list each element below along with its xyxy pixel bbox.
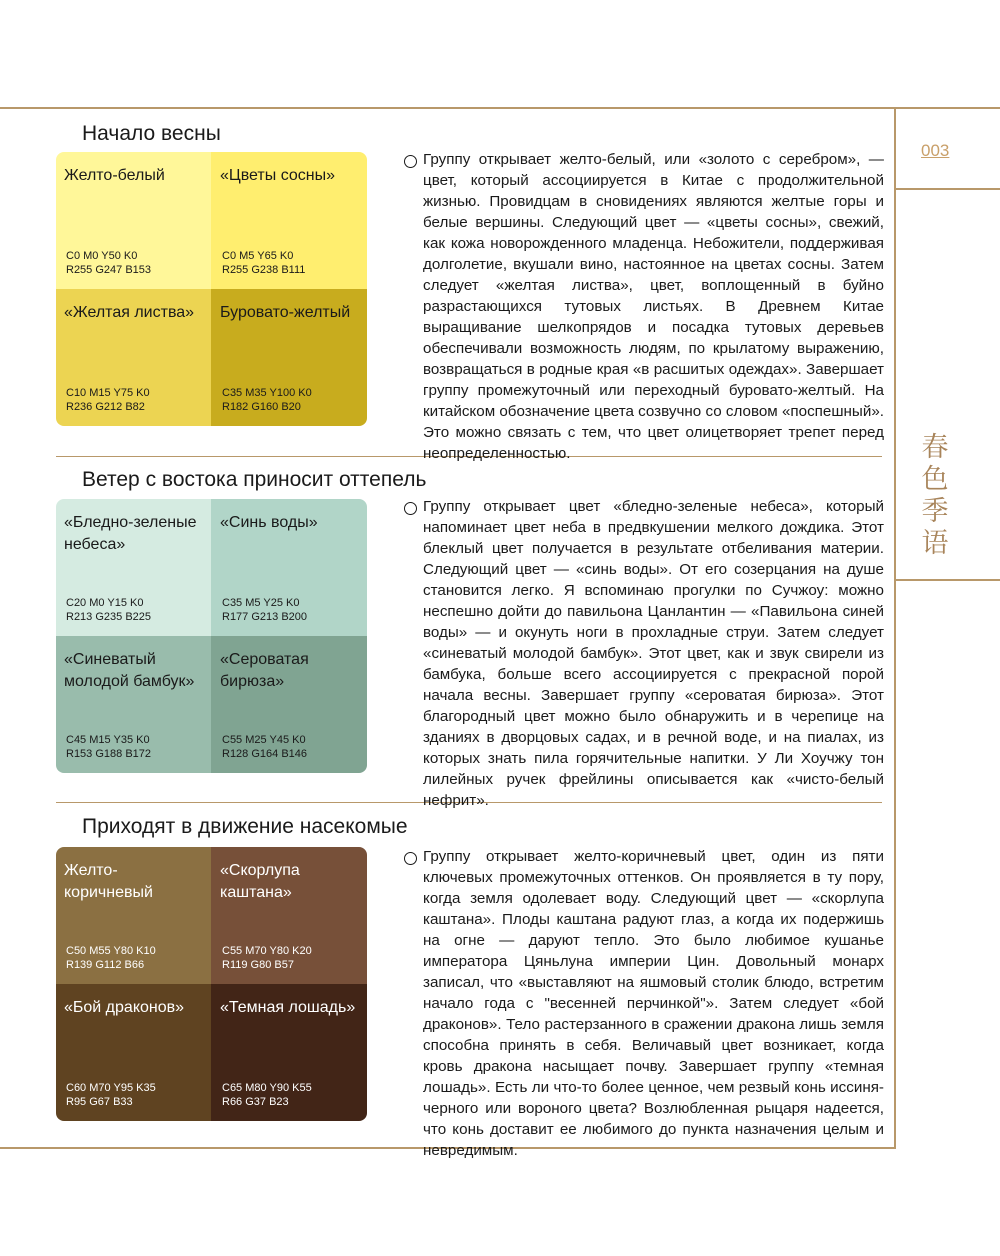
color-swatch <box>211 636 367 773</box>
swatch-name: «Синь воды» <box>220 514 318 531</box>
swatch-code: C20 M0 Y15 K0 R213 G235 B225 <box>66 597 152 623</box>
color-palette <box>56 847 367 1121</box>
swatch-code: C10 M15 Y75 K0 R236 G212 B82 <box>66 387 150 413</box>
swatch-name: «Синеватый молодой бамбук» <box>64 651 195 690</box>
color-swatch <box>56 499 211 636</box>
swatch-name: «Бледно-зеленые небеса» <box>64 514 197 553</box>
section-title: Приходят в движение насекомые <box>82 815 408 838</box>
sidebar-divider-bottom <box>896 579 1000 581</box>
color-swatch <box>56 847 211 984</box>
swatch-code: C65 M80 Y90 K55 R66 G37 B23 <box>222 1082 312 1108</box>
color-swatch <box>56 984 211 1121</box>
swatch-name: «Темная лошадь» <box>220 999 356 1016</box>
color-palette <box>56 152 367 426</box>
color-swatch <box>211 847 367 984</box>
swatch-name: «Бой драконов» <box>64 999 185 1016</box>
swatch-name: «Желтая листва» <box>64 304 195 321</box>
swatch-code: C45 M15 Y35 K0 R153 G188 B172 <box>66 734 152 760</box>
swatch-code: C35 M5 Y25 K0 R177 G213 B200 <box>222 597 308 623</box>
swatch-code: C0 M5 Y65 K0 R255 G238 B111 <box>222 250 306 276</box>
sidebar-divider-top <box>896 188 1000 190</box>
side-title: 春色季语 <box>921 432 949 559</box>
section-text: Группу открывает желто-белый, или «золото с серебром», — цвет, который ассоциируется в Китае с продолжительной жизнью. Провидцам в сновидениях являются желтые горы и белые вершины. Следующий цвет — «цветы сосны», свежий, как кожа новорожденного младенца. Небожители, поддерживая долголетие, вкушали вино, настоянное на цветах сосны. Затем следует «желтая листва», цвет, воплощенный в буйно разрастающихся тутовых листьях. В Древнем Китае выращивание шелкопрядов и посадка тутовых деревьев обеспечивали возможность людям, по крылатому выражению, возвращаться в родные края «в расшитых одеждах». Завершает группу промежуточный или переходный буровато-желтый. На китайском обозначение цвета созвучно со словом «поспешный». Это можно связать с тем, что цвет олицетворяет трепет перед неопределенностью. <box>423 151 884 462</box>
swatch-name: «Сероватая бирюза» <box>220 651 309 690</box>
section-title: Начало весны <box>82 122 221 145</box>
swatch-code: C60 M70 Y95 K35 R95 G67 B33 <box>66 1082 156 1108</box>
swatch-name: Желто-коричневый <box>64 862 153 901</box>
color-swatch <box>56 636 211 773</box>
color-swatch <box>211 289 367 426</box>
swatch-code: C55 M70 Y80 K20 R119 G80 B57 <box>222 945 312 971</box>
swatch-name: Желто-белый <box>64 167 165 184</box>
section-text: Группу открывает цвет «бледно-зеленые небеса», который напоминает цвет неба в предвкушении мелкого дождика. Этот блеклый цвет получается в результате отбеливания материи. Следующий цвет — «синь воды». От его созерцания на душе становится легко. Я вспоминаю прогулки по Сучжоу: можно неспешно дойти до павильона Цанлантин — «Павильона синей воды» — и окунуть ноги в прохладные струи. Затем следует «синеватый молодой бамбук». Этот цвет, как и звук свирели из бамбука, больше всего ассоциируется с прекрасной порой начала весны. Завершает группу «сероватая бирюза». Этот благородный цвет можно было обнаружить и в черепице на зданиях в дворцовых садах, и в речной воде, и на пиалах, из которых знать пила горячительные напитки. У Ли Хоучжу тон лилейных ручек фрейлины описывается как «чисто-белый нефрит». <box>423 498 884 809</box>
swatch-name: «Цветы сосны» <box>220 167 336 184</box>
color-swatch <box>56 152 211 289</box>
color-palette <box>56 499 367 773</box>
section-title: Ветер с востока приносит оттепель <box>82 468 427 491</box>
color-swatch <box>211 499 367 636</box>
swatch-code: C55 M25 Y45 K0 R128 G164 B146 <box>222 734 308 760</box>
swatch-code: C0 M0 Y50 K0 R255 G247 B153 <box>66 250 152 276</box>
swatch-code: C35 M35 Y100 K0 R182 G160 B20 <box>222 387 312 413</box>
swatch-name: «Скорлупа каштана» <box>220 862 300 901</box>
color-swatch <box>211 984 367 1121</box>
swatch-name: Буровато-желтый <box>220 304 351 321</box>
top-border-line <box>0 107 1000 109</box>
swatch-code: C50 M55 Y80 K10 R139 G112 B66 <box>66 945 156 971</box>
section-text: Группу открывает желто-коричневый цвет, один из пяти ключевых промежуточных оттенков. Он проявляется в ту пору, когда земля одолевает воду. Следующий цвет — «скорлупа каштана». Плоды каштана радуют глаз, а когда их подержишь на огне — даруют тепло. Это было любимое кушанье императора Цяньлуна империи Цин. Довольный монарх записал, что «выставляют на яшмовый столик блюдо, встретим начало года с "весенней перчинкой"». Затем следует «бой драконов». Тело растерзанного в сражении дракона лишь земля способна принять в себя. Величавый цвет возникает, когда кровь дракона насыщает почву. Завершает группу «темная лошадь». Есть ли что-то более ценное, чем резвый конь иссиня-черного или вороного цвета? Возлюбленная рыцаря надеется, что конь доставит ее любимого до пункта назначения целым и невредимым. <box>423 848 884 1159</box>
right-border-line <box>894 107 896 1149</box>
color-swatch <box>211 152 367 289</box>
page-number: 003 <box>921 141 950 160</box>
color-swatch <box>56 289 211 426</box>
